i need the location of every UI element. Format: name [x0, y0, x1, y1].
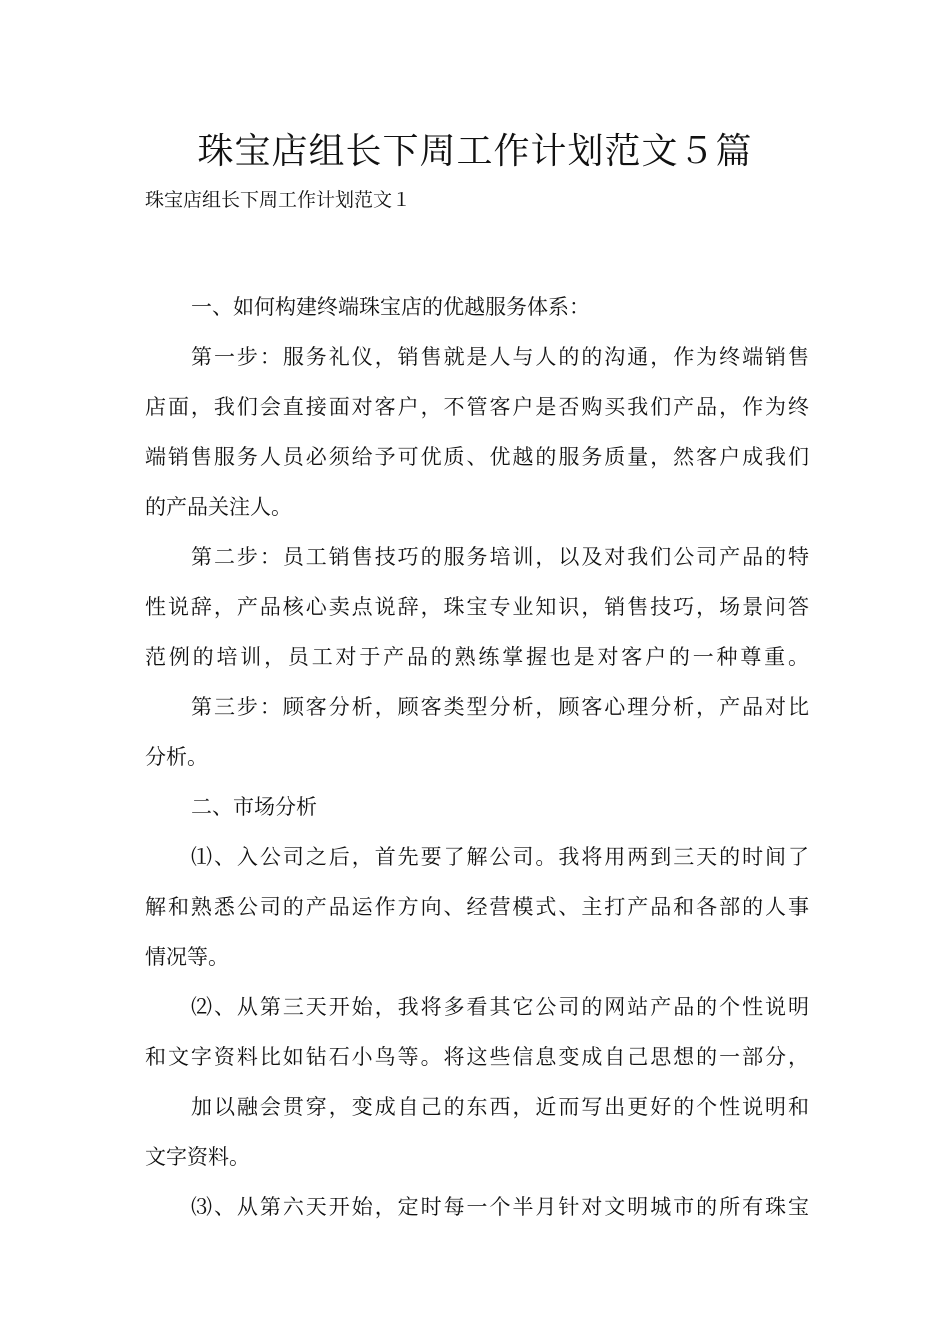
- paragraph-line: 情况等。: [145, 945, 229, 969]
- paragraph-line: 解和熟悉公司的产品运作方向、经营模式、主打产品和各部的人事: [145, 895, 809, 919]
- paragraph-line: 和文字资料比如钻石小鸟等。将这些信息变成自己思想的一部分，: [145, 1045, 809, 1069]
- paragraph-line: 范例的培训，员工对于产品的熟练掌握也是对客户的一种尊重。: [145, 645, 809, 669]
- paragraph-line: 第一步：服务礼仪，销售就是人与人的的沟通，作为终端销售: [191, 345, 809, 369]
- paragraph-line: 分析。: [145, 745, 208, 769]
- document-body: [145, 282, 809, 1232]
- paragraph-line: 第二步：员工销售技巧的服务培训，以及对我们公司产品的特: [191, 545, 809, 569]
- section-heading: 二、市场分析: [191, 795, 317, 819]
- section-heading: 一、如何构建终端珠宝店的优越服务体系：: [191, 295, 590, 319]
- paragraph-line: ⑵、从第三天开始，我将多看其它公司的网站产品的个性说明: [191, 995, 809, 1019]
- document-title: 珠宝店组长下周工作计划范文５篇: [197, 131, 753, 172]
- paragraph-line: 加以融会贯穿，变成自己的东西，近而写出更好的个性说明和: [191, 1095, 809, 1119]
- paragraph-line: ⑶、从第六天开始，定时每一个半月针对文明城市的所有珠宝: [191, 1195, 809, 1219]
- paragraph-line: 店面，我们会直接面对客户，不管客户是否购买我们产品，作为终: [145, 395, 809, 419]
- paragraph-line: 第三步：顾客分析，顾客类型分析，顾客心理分析，产品对比: [191, 695, 809, 719]
- paragraph-line: 文字资料。: [145, 1145, 250, 1169]
- paragraph-line: 性说辞，产品核心卖点说辞，珠宝专业知识，销售技巧，场景问答: [145, 595, 809, 619]
- paragraph-line: ⑴、入公司之后，首先要了解公司。我将用两到三天的时间了: [191, 845, 809, 869]
- paragraph-line: 端销售服务人员必须给予可优质、优越的服务质量，然客户成我们: [145, 445, 809, 469]
- paragraph-line: 的产品关注人。: [145, 495, 292, 519]
- document-subtitle: 珠宝店组长下周工作计划范文１: [145, 189, 412, 211]
